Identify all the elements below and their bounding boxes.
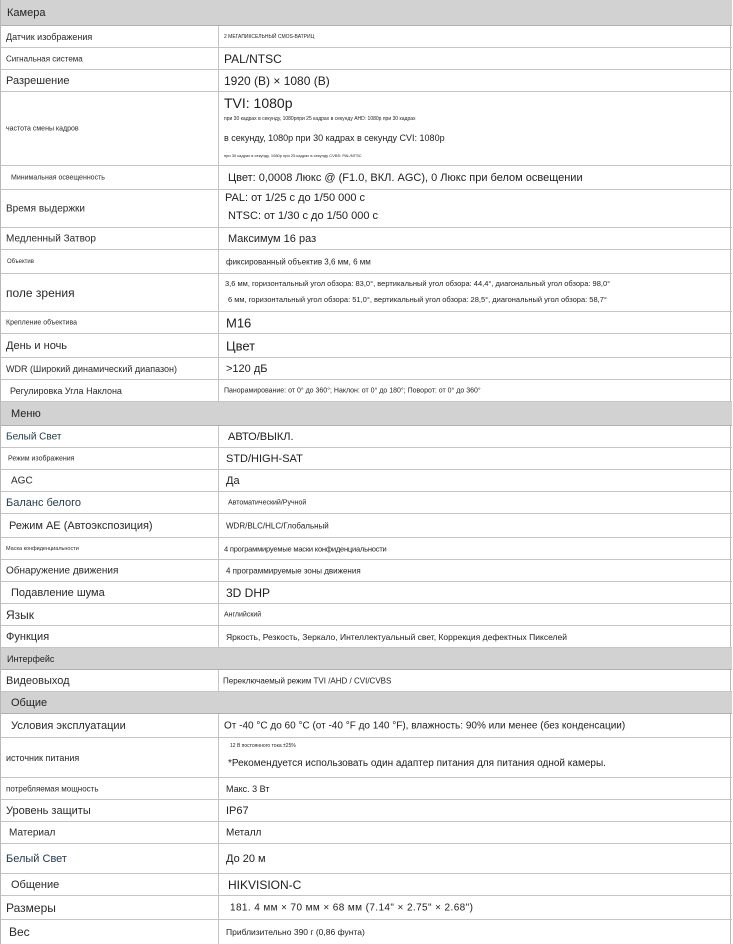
spec-value-cell <box>220 380 732 401</box>
spec-label-cell <box>1 800 219 821</box>
spec-label-cell <box>1 560 219 581</box>
spec-value: Цвет: 0,0008 Люкс @ (F1.0, ВКЛ. AGC), 0 Люкс при белом освещении <box>228 171 583 184</box>
spec-value: Переключаемый режим TVI /AHD / CVI/CVBS <box>223 676 392 685</box>
spec-label: Вес <box>9 925 30 939</box>
spec-label-cell <box>1 26 219 47</box>
spec-value: 4 программируемые маски конфиденциальности <box>224 544 387 553</box>
spec-label-cell <box>1 380 219 401</box>
spec-value-line: *Рекомендуется использовать один адаптер питания для питания одной камеры. <box>228 758 606 769</box>
spec-value-cell <box>220 874 732 895</box>
spec-value-cell <box>220 560 732 581</box>
spec-value: Металл <box>226 827 262 838</box>
spec-label: Материал <box>9 827 56 838</box>
spec-row-shutter <box>1 190 732 228</box>
spec-label-cell <box>1 70 219 91</box>
spec-value: 181. 4 мм × 70 мм × 68 мм (7.14" × 2.75" × 2.68") <box>230 902 474 913</box>
spec-value: Английский <box>224 611 262 618</box>
spec-row-slowshutter <box>1 228 732 250</box>
spec-value-cell <box>220 844 732 873</box>
spec-row-motion <box>1 560 732 582</box>
spec-label-cell <box>1 778 219 799</box>
spec-value: 3D DHP <box>226 585 271 600</box>
spec-row-fov <box>1 274 732 312</box>
spec-value-cell <box>220 274 732 311</box>
spec-value-line: TVI: 1080p <box>224 95 293 111</box>
spec-row-wdr <box>1 358 732 380</box>
section-title: Камера <box>7 6 46 19</box>
spec-value: Панорамирование: от 0° до 360°; Наклон: от 0° до 180°; Поворот: от 0° до 360° <box>224 387 481 394</box>
spec-label-cell <box>1 514 219 537</box>
spec-row-whitelight2 <box>1 844 732 874</box>
section-title: Интерфейс <box>7 653 55 664</box>
spec-label: Условия эксплуатации <box>11 719 126 732</box>
spec-row-tilt <box>1 380 732 402</box>
spec-label: Белый Свет <box>6 852 67 865</box>
spec-value-cell <box>220 670 732 691</box>
spec-label: Баланс белого <box>6 496 81 509</box>
spec-label-cell <box>1 582 219 603</box>
section-header-menu <box>1 402 732 426</box>
spec-value-cell <box>220 470 732 491</box>
spec-row-comm <box>1 874 732 896</box>
spec-label-cell <box>1 874 219 895</box>
spec-value: 4 программируемые зоны движения <box>226 566 361 575</box>
spec-value-line: при 30 кадрах в секунду, 1080pпри 25 кадрах в секунду AHD: 1080p при 30 кадрах <box>224 116 416 122</box>
spec-label: потребляемая мощность <box>6 784 99 793</box>
spec-row-function <box>1 626 732 648</box>
spec-value: АВТО/ВЫКЛ. <box>228 430 294 443</box>
spec-value: 1920 (В) × 1080 (В) <box>224 73 330 88</box>
spec-label: Режим AE (Автоэкспозиция) <box>9 519 153 532</box>
spec-label-cell <box>1 274 219 311</box>
spec-row-privacy <box>1 538 732 560</box>
spec-value: IP67 <box>226 804 249 817</box>
spec-label: частота смены кадров <box>6 125 79 132</box>
spec-value-cell <box>220 48 732 69</box>
spec-row-whitelight <box>1 426 732 448</box>
spec-label-cell <box>1 604 219 625</box>
spec-label: Подавление шума <box>11 586 105 599</box>
spec-value-line: при 30 кадрах в секунду, 1080p при 25 кадрах в секунду CVBS: PAL/NTSC <box>224 153 362 158</box>
spec-row-protection <box>1 800 732 822</box>
spec-label-cell <box>1 470 219 491</box>
spec-label-cell <box>1 448 219 469</box>
spec-value-cell <box>220 70 732 91</box>
spec-value-cell <box>220 538 732 559</box>
spec-value-cell <box>220 738 732 777</box>
spec-value-cell <box>220 822 732 843</box>
spec-label: Обнаружение движения <box>6 565 119 576</box>
spec-value-cell <box>220 426 732 447</box>
spec-label-cell <box>1 896 219 919</box>
spec-value: 2 МЕГАПИКСЕЛЬНЫЙ CMOS-ВАТРИЦ <box>224 33 315 40</box>
spec-value: PAL/NTSC <box>224 51 282 66</box>
spec-value: STD/HIGH-SAT <box>226 452 303 465</box>
spec-label: Режим изображения <box>8 455 75 462</box>
spec-value: фиксированный объектив 3,6 мм, 6 мм <box>226 257 371 266</box>
spec-row-weight <box>1 920 732 944</box>
section-header-general <box>1 692 732 714</box>
spec-row-language <box>1 604 732 626</box>
spec-value-cell <box>220 448 732 469</box>
spec-label: WDR (Широкий динамический диапазон) <box>6 363 177 374</box>
spec-row-imagemode <box>1 448 732 470</box>
spec-value-cell <box>220 800 732 821</box>
spec-value: От -40 °C до 60 °C (от -40 °F до 140 °F), влажность: 90% или менее (без конденсации) <box>224 720 626 731</box>
spec-label-cell <box>1 48 219 69</box>
spec-label-cell <box>1 92 219 165</box>
spec-label-cell <box>1 738 219 777</box>
spec-row-mount <box>1 312 732 334</box>
spec-value-cell <box>220 604 732 625</box>
spec-label: Регулировка Угла Наклона <box>10 385 122 396</box>
spec-value-line: 3,6 мм, горизонтальный угол обзора: 83,0°, вертикальный угол обзора: 44,4°, диагональный угол обзора: 98,0° <box>225 279 611 288</box>
spec-label: поле зрения <box>6 285 75 300</box>
spec-value: Цвет <box>226 338 256 353</box>
spec-value: Яркость, Резкость, Зеркало, Интеллектуальный свет, Коррекция дефектных Пикселей <box>226 631 567 642</box>
spec-row-material <box>1 822 732 844</box>
spec-value-line: NTSC: от 1/30 с до 1/50 000 с <box>228 210 379 222</box>
spec-row-lens <box>1 250 732 274</box>
spec-value-cell <box>220 250 732 273</box>
spec-value: Приблизительно 390 г (0,86 фунта) <box>226 927 365 937</box>
spec-value-line: PAL: от 1/25 с до 1/50 000 с <box>225 192 366 204</box>
spec-value-cell <box>220 582 732 603</box>
spec-label: Функция <box>6 630 50 643</box>
spec-label: Минимальная освещенность <box>11 174 105 181</box>
spec-label: Крепление объектива <box>6 319 77 326</box>
spec-value-cell <box>220 778 732 799</box>
section-title: Общие <box>11 696 48 709</box>
spec-value-cell <box>220 26 732 47</box>
spec-label: Медленный Затвор <box>6 233 96 244</box>
spec-label: Разрешение <box>6 74 70 87</box>
spec-value-cell <box>220 334 732 357</box>
spec-label-cell <box>1 822 219 843</box>
spec-label: Видеовыход <box>6 674 70 687</box>
spec-row-minillum <box>1 166 732 190</box>
spec-label: Размеры <box>6 900 56 915</box>
section-header-camera <box>1 0 732 26</box>
spec-row-conditions <box>1 714 732 738</box>
spec-label: Объектив <box>7 258 34 265</box>
spec-label-cell <box>1 358 219 379</box>
spec-label: AGC <box>11 475 33 486</box>
spec-value: >120 дБ <box>226 362 268 375</box>
spec-value: Макс. 3 Вт <box>226 783 270 794</box>
spec-label-cell <box>1 228 219 249</box>
spec-label: Время выдержки <box>6 203 85 214</box>
spec-label: Язык <box>6 607 35 622</box>
spec-value-cell <box>220 312 732 333</box>
spec-value-cell <box>220 626 732 647</box>
spec-row-sensor <box>1 26 732 48</box>
spec-row-consumption <box>1 778 732 800</box>
spec-label-cell <box>1 538 219 559</box>
spec-label-cell <box>1 426 219 447</box>
spec-label-cell <box>1 190 219 227</box>
section-header-interface <box>1 648 732 670</box>
spec-value-line: в секунду, 1080p при 30 кадрах в секунду CVI: 1080p <box>224 133 445 143</box>
spec-label: Уровень защиты <box>6 804 91 817</box>
spec-value: Да <box>226 474 240 487</box>
spec-label-cell <box>1 714 219 737</box>
spec-row-video <box>1 670 732 692</box>
spec-value-cell <box>220 228 732 249</box>
spec-value: Максимум 16 раз <box>228 232 317 245</box>
spec-row-ae <box>1 514 732 538</box>
spec-label-cell <box>1 920 219 944</box>
spec-value-cell <box>220 714 732 737</box>
spec-row-dnr <box>1 582 732 604</box>
spec-row-wb <box>1 492 732 514</box>
spec-label-cell <box>1 844 219 873</box>
spec-label: Общение <box>11 878 60 891</box>
spec-row-power <box>1 738 732 778</box>
spec-value-cell <box>220 492 732 513</box>
spec-value-cell <box>220 896 732 919</box>
spec-value-cell <box>220 514 732 537</box>
section-title: Меню <box>11 407 41 420</box>
spec-value: WDR/BLC/HLC/Глобальный <box>226 521 329 530</box>
spec-row-resolution <box>1 70 732 92</box>
spec-value-line: 12 В постоянного тока ±25% <box>230 743 296 749</box>
spec-label-cell <box>1 334 219 357</box>
spec-label: Сигнальная система <box>6 54 83 63</box>
spec-label: Белый Свет <box>6 431 62 442</box>
spec-value-cell <box>220 358 732 379</box>
spec-row-framerate <box>1 92 732 166</box>
spec-label: Датчик изображения <box>6 31 93 42</box>
spec-value: M16 <box>226 315 252 330</box>
spec-label-cell <box>1 166 219 189</box>
spec-value-cell <box>220 920 732 944</box>
spec-label-cell <box>1 626 219 647</box>
spec-label: Маска конфиденциальности <box>6 545 79 552</box>
spec-row-daynight <box>1 334 732 358</box>
spec-value-cell <box>220 190 732 227</box>
spec-label: источник питания <box>6 752 80 763</box>
spec-label-cell <box>1 670 219 691</box>
spec-label-cell <box>1 312 219 333</box>
spec-label-cell <box>1 250 219 273</box>
spec-value-line: 6 мм, горизонтальный угол обзора: 51,0°, вертикальный угол обзора: 28,5°, диагональный угол обзора: 58,7° <box>228 295 607 304</box>
spec-label: День и ночь <box>6 339 68 352</box>
spec-label-cell <box>1 492 219 513</box>
spec-value: Автоматический/Ручной <box>228 499 307 506</box>
spec-value-cell <box>220 166 732 189</box>
spec-row-agc <box>1 470 732 492</box>
spec-value: HIKVISION-C <box>228 877 302 892</box>
spec-value-cell <box>220 92 732 165</box>
spec-row-signal <box>1 48 732 70</box>
spec-row-dimensions <box>1 896 732 920</box>
spec-value: До 20 м <box>226 852 266 865</box>
